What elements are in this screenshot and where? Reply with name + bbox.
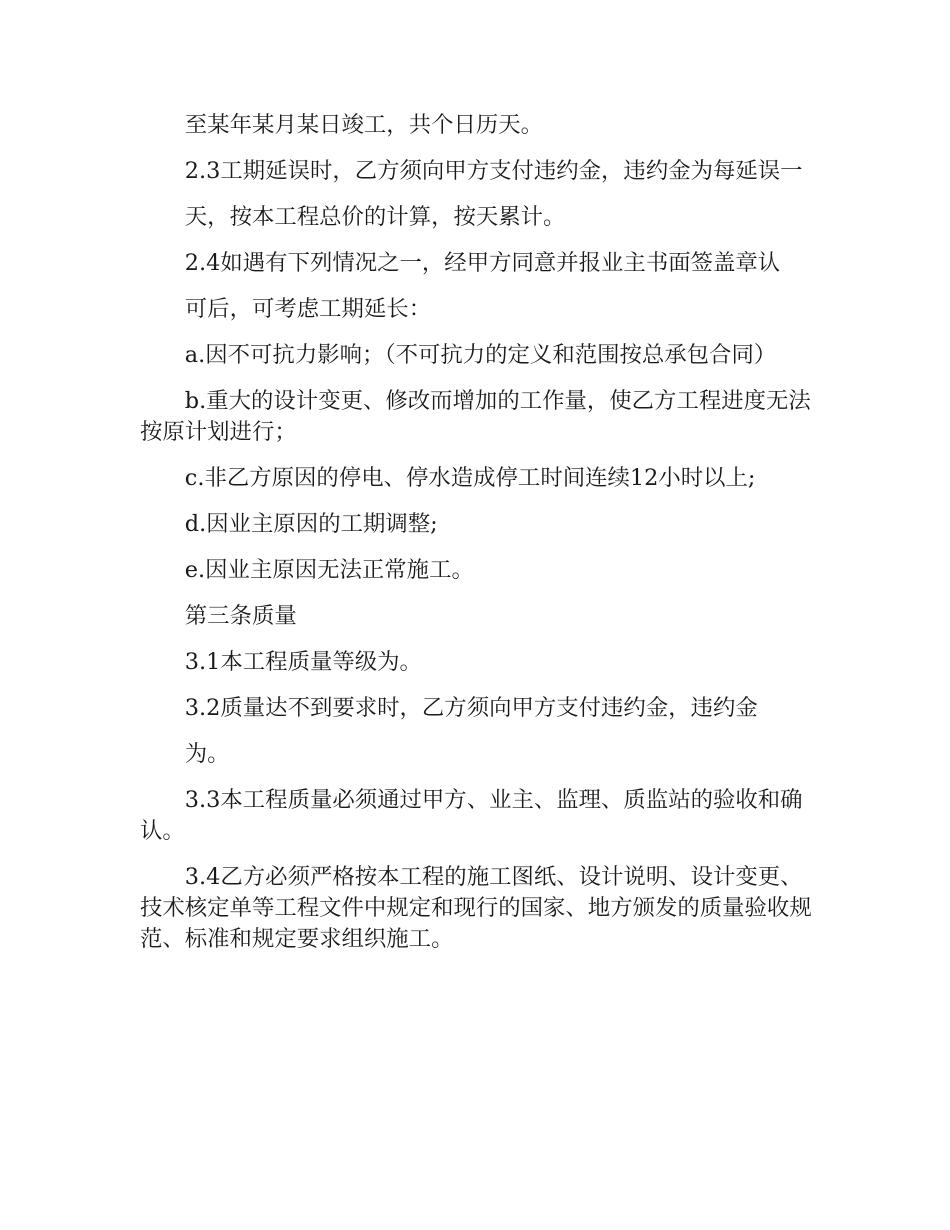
paragraph-completion-date: 至某年某月某日竣工，共个日历天。 [184,112,544,138]
paragraph-2-3-delay-penalty: 2.3工期延误时，乙方须向甲方支付违约金，违约金为每延误一 [184,158,803,184]
list-item-d-owner-schedule-adjustment: d.因业主原因的工期调整; [184,511,438,537]
paragraph-2-4-extension-conditions: 2.4如遇有下列情况之一，经甲方同意并报业主书面签盖章认 [184,250,781,276]
list-item-c-power-water-outage: c.非乙方原因的停电、停水造成停工时间连续12小时以上; [184,465,756,491]
paragraph-3-3-acceptance: 3.3本工程质量必须通过甲方、业主、监理、质监站的验收和确认。 [140,787,803,844]
document-body [140,110,812,970]
list-item-a-force-majeure: a.因不可抗力影响；（不可抗力的定义和范围按总承包合同） [184,342,777,368]
paragraph-2-3-continued: 天，按本工程总价的计算，按天累计。 [184,204,566,230]
paragraph-3-4-construction-standards: 3.4乙方必须严格按本工程的施工图纸、设计说明、设计变更、技术核定单等工程文件中规定和现行的国家、地方颁发的质量验收规范、标准和规定要求组织施工。 [140,864,812,952]
paragraph-2-4-continued: 可后，可考虑工期延长： [184,296,432,322]
section-heading-article-3-quality: 第三条质量 [184,603,297,629]
paragraph-3-2-quality-penalty: 3.2质量达不到要求时，乙方须向甲方支付违约金，违约金 [184,695,758,721]
list-item-b-design-change: b.重大的设计变更、修改而增加的工作量，使乙方工程进度无法按原计划进行； [140,388,811,445]
paragraph-3-1-quality-grade: 3.1本工程质量等级为。 [184,649,422,675]
list-item-e-owner-construction-obstruction: e.因业主原因无法正常施工。 [184,557,474,583]
paragraph-3-2-continued: 为。 [184,741,230,767]
